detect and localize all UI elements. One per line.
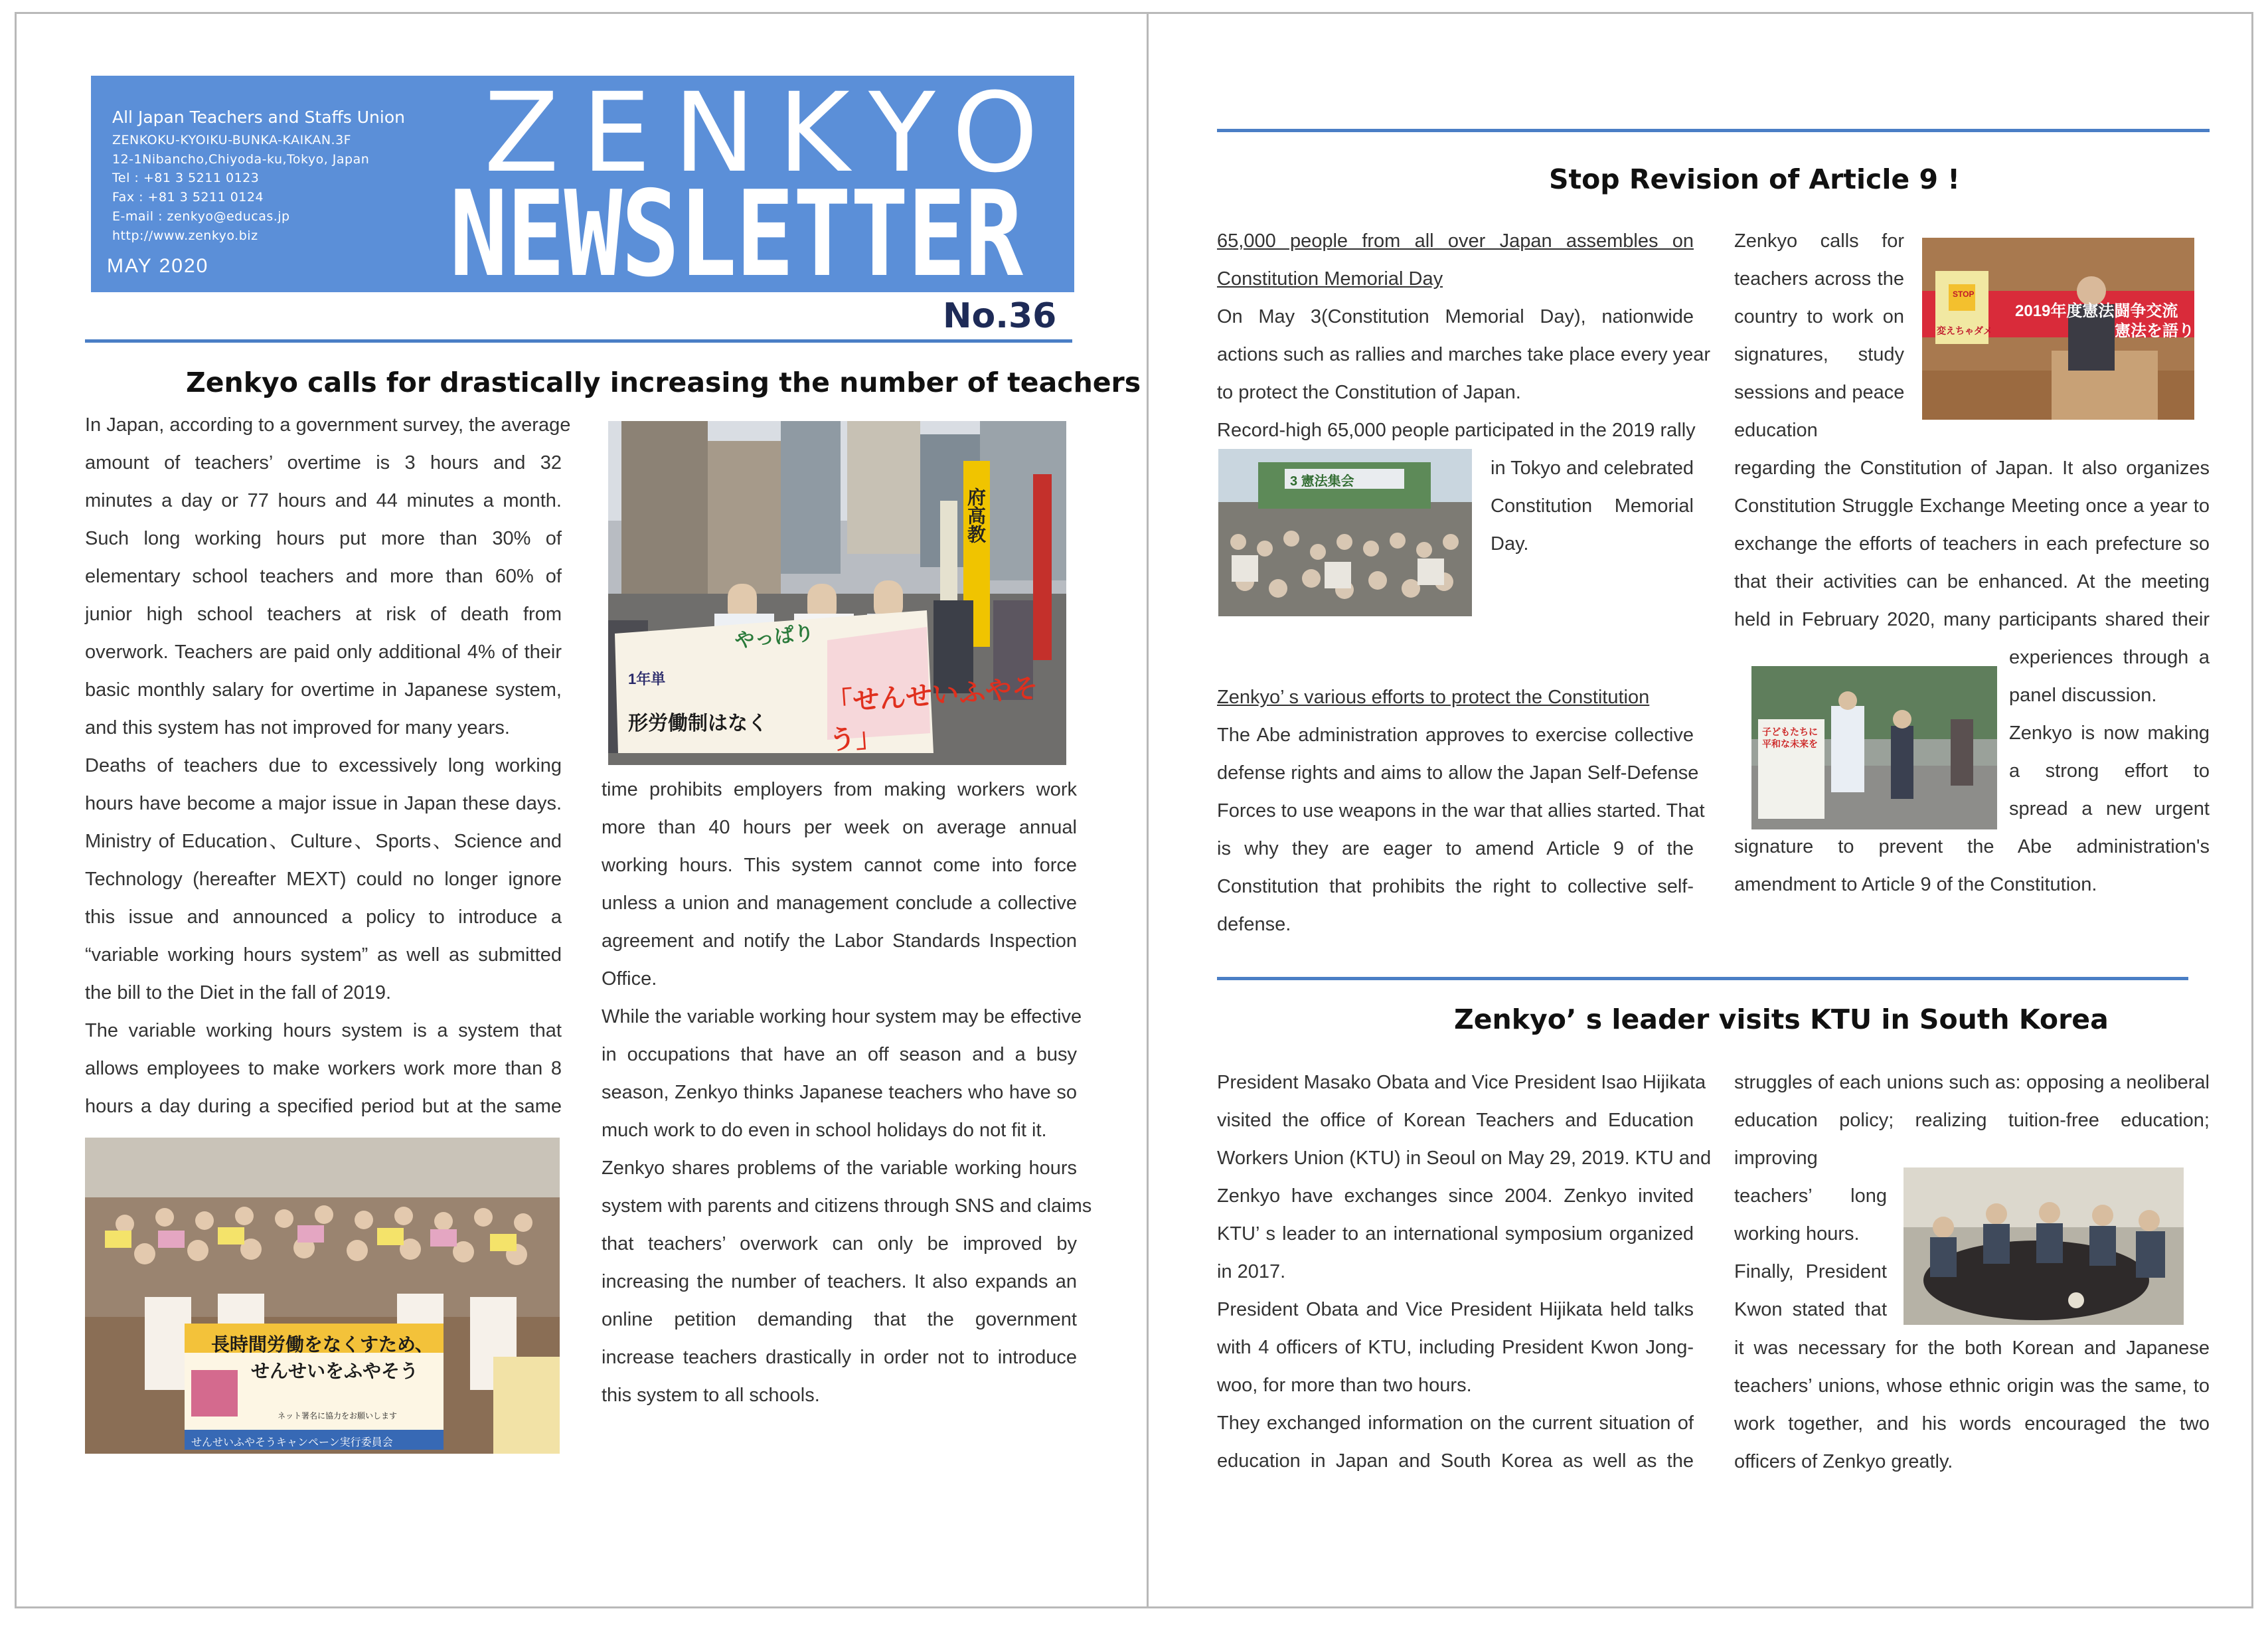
text-line: signature to prevent the Abe administration's bbox=[1734, 836, 2210, 857]
text-line: experiences through a bbox=[2009, 647, 2210, 668]
text-line: Finally, President bbox=[1734, 1261, 1887, 1282]
text-line: education bbox=[1734, 420, 1818, 441]
text-line: panel discussion. bbox=[2009, 685, 2157, 706]
text-line: Record-high 65,000 people participated in the 2019 rally bbox=[1217, 420, 1696, 441]
text-line: They exchanged information on the current situation of bbox=[1217, 1413, 1694, 1434]
text-line: hours have become a major issue in Japan these days. bbox=[85, 793, 562, 814]
photo-street bbox=[1751, 666, 1997, 829]
text-line: the bill to the Diet in the fall of 2019. bbox=[85, 982, 392, 1003]
text-line: is why they are eager to amend Article 9 of the bbox=[1217, 838, 1694, 859]
text-line: woo, for more than two hours. bbox=[1217, 1375, 1472, 1396]
issue-number: No.36 bbox=[943, 296, 1057, 336]
text-line: season, Zenkyo thinks Japanese teachers who have so bbox=[602, 1082, 1077, 1103]
text-line: country to work on bbox=[1734, 306, 1904, 327]
text-line: In Japan, according to a government survey, the average bbox=[85, 414, 571, 436]
text-line: online petition demanding that the government bbox=[602, 1309, 1077, 1330]
column-divider bbox=[1147, 12, 1149, 1608]
text-line: struggles of each unions such as: opposing a neoliberal bbox=[1734, 1072, 2210, 1093]
text-line: that their activities can be enhanced. At the meeting bbox=[1734, 571, 2210, 592]
text-line: increasing the number of teachers. It also expands an bbox=[602, 1271, 1077, 1292]
masthead bbox=[91, 69, 1074, 303]
text-line: Office. bbox=[602, 968, 657, 990]
text-line: The variable working hours system is a system that bbox=[85, 1020, 562, 1041]
text-line: Day. bbox=[1491, 533, 1529, 555]
rule-article2 bbox=[1217, 129, 2210, 132]
phone-line: Tel : +81 3 5211 0123 bbox=[112, 171, 260, 185]
text-line: teachers across the bbox=[1734, 268, 1904, 290]
rule-masthead bbox=[85, 339, 1072, 343]
article2-right-beside-photo bbox=[2009, 639, 2210, 828]
article3-left bbox=[1217, 1064, 1712, 1480]
text-line: Forces to use weapons in the war that allies started. That bbox=[1217, 800, 1705, 821]
article2-left-beside-photo bbox=[1491, 450, 1694, 563]
rally-sign-text: 3 憲法集会 bbox=[1290, 474, 1354, 489]
text-line: Constitution Memorial bbox=[1491, 495, 1694, 517]
article1-column1 bbox=[85, 406, 571, 1126]
text-line: On May 3(Constitution Memorial Day), nationwide bbox=[1217, 306, 1694, 327]
text-line: with 4 officers of KTU, including President Kwon Jong- bbox=[1217, 1337, 1694, 1358]
subheading-line: Zenkyo’ s various efforts to protect the Constitution bbox=[1217, 687, 1650, 708]
text-line: Zenkyo have exchanges since 2004. Zenkyo invited bbox=[1217, 1185, 1694, 1207]
text-line: The Abe administration approves to exercise collective bbox=[1217, 725, 1694, 746]
text-line: actions such as rallies and marches take place every year bbox=[1217, 344, 1711, 365]
masthead-title-zenkyo: ZENKYO bbox=[484, 69, 1061, 197]
text-line: agreement and notify the Labor Standards Inspection bbox=[602, 930, 1077, 952]
subheading-line: 65,000 people from all over Japan assembles on bbox=[1217, 230, 1694, 252]
photo-ktu-meeting bbox=[1903, 1167, 2184, 1325]
text-line: President Masako Obata and Vice President Isao Hijikata bbox=[1217, 1072, 1706, 1093]
text-line: spread a new urgent bbox=[2009, 798, 2210, 819]
website-line[interactable]: http://www.zenkyo.biz bbox=[112, 228, 258, 243]
text-line: held in February 2020, many participants shared their bbox=[1734, 609, 2210, 630]
text-line: Deaths of teachers due to excessively long working bbox=[85, 755, 562, 776]
banner-text: 「せんせいふやそう」 bbox=[825, 673, 1040, 756]
text-line: “variable working hours system” as well as submitted bbox=[85, 944, 562, 966]
text-line: system with parents and citizens through SNS and claims bbox=[602, 1195, 1092, 1217]
text-line: Zenkyo calls for bbox=[1734, 230, 1904, 252]
sign-text: 府高教 bbox=[965, 487, 986, 543]
text-line: working hours. bbox=[1734, 1223, 1860, 1245]
speech-banner-text: STOP bbox=[1953, 290, 1975, 299]
text-line: Zenkyo shares problems of the variable working hours bbox=[602, 1158, 1077, 1179]
text-line: elementary school teachers and more than 60% of bbox=[85, 566, 562, 587]
text-line: Constitution Struggle Exchange Meeting once a year to bbox=[1734, 495, 2210, 517]
text-line: minutes a day or 77 hours and 44 minutes a month. bbox=[85, 490, 562, 511]
text-line: sessions and peace bbox=[1734, 382, 1905, 403]
speech-banner-text: 変えちゃダメ bbox=[1937, 325, 1992, 336]
text-line: working hours. This system cannot come into force bbox=[602, 855, 1077, 876]
banner-text: せんせいをふやそう bbox=[251, 1361, 419, 1381]
banner-text: 1年単 bbox=[628, 671, 666, 687]
text-line: regarding the Constitution of Japan. It also organizes bbox=[1734, 458, 2210, 479]
article1-column2 bbox=[602, 771, 1092, 1415]
photo-meeting bbox=[85, 1138, 560, 1454]
text-line: increase teachers drastically in order not to introduce bbox=[602, 1347, 1077, 1368]
text-line: more than 40 hours per week on average annual bbox=[602, 817, 1077, 838]
text-line: junior high school teachers at risk of death from bbox=[85, 604, 562, 625]
text-line: Workers Union (KTU) in Seoul on May 29, 2019. KTU and bbox=[1217, 1148, 1712, 1169]
text-line: to protect the Constitution of Japan. bbox=[1217, 382, 1521, 403]
article2-left bbox=[1217, 222, 1711, 450]
text-line: visited the office of Korean Teachers and Education bbox=[1217, 1110, 1694, 1131]
text-line: signatures, study bbox=[1734, 344, 1904, 365]
article2-left2 bbox=[1217, 679, 1705, 944]
text-line: Kwon stated that bbox=[1734, 1299, 1887, 1320]
text-line: education in Japan and South Korea as well as the bbox=[1217, 1450, 1694, 1472]
banner-text: せんせいふやそうキャンペーン実行委員会 bbox=[191, 1437, 393, 1448]
article3-right-top bbox=[1734, 1064, 2210, 1177]
text-line: in occupations that have an off season and a busy bbox=[602, 1044, 1077, 1065]
article2-right-top bbox=[1734, 222, 1904, 450]
text-line: President Obata and Vice President Hijikata held talks bbox=[1217, 1299, 1694, 1320]
text-line: amount of teachers’ overtime is 3 hours and 32 bbox=[85, 452, 562, 473]
photo-rally bbox=[1218, 449, 1472, 616]
speech-banner-text: 2019年度憲法闘争交流 bbox=[2015, 302, 2178, 320]
text-line: Technology (hereafter MEXT) could no longer ignore bbox=[85, 869, 562, 890]
masthead-title-newsletter: NEWSLETTER bbox=[449, 165, 1022, 303]
article2-right-bottom bbox=[1734, 828, 2210, 904]
text-line: Zenkyo is now making bbox=[2009, 723, 2210, 744]
text-line: allows employees to make workers work more than 8 bbox=[85, 1058, 562, 1079]
text-line: teachers’ long bbox=[1734, 1185, 1887, 1207]
text-line: basic monthly salary for overtime in Japanese system, bbox=[85, 679, 562, 701]
text-line: work together, and his words encouraged the two bbox=[1734, 1413, 2210, 1434]
text-line: improving bbox=[1734, 1148, 1818, 1169]
article-title-ktu: Zenkyo’ s leader visits KTU in South Korea bbox=[1454, 1003, 2109, 1035]
text-line: defense. bbox=[1217, 914, 1291, 935]
text-line: Such long working hours put more than 30% of bbox=[85, 528, 562, 549]
photo-march bbox=[608, 421, 1066, 765]
banner-text: ネット署名に協力をお願いします bbox=[278, 1411, 398, 1420]
banner-text: やっぱり bbox=[733, 622, 815, 653]
article2-right-mid bbox=[1734, 450, 2210, 639]
text-line: that teachers’ overwork can only be improved by bbox=[602, 1233, 1077, 1254]
email-line[interactable]: E-mail : zenkyo@educas.jp bbox=[112, 209, 290, 224]
text-line: teachers’ unions, whose ethnic origin was the same, to bbox=[1734, 1375, 2210, 1397]
article3-right-beside-photo bbox=[1734, 1177, 1887, 1329]
article3-right-bottom bbox=[1734, 1330, 2210, 1481]
fax-line: Fax : +81 3 5211 0124 bbox=[112, 190, 264, 205]
text-line: a strong effort to bbox=[2009, 760, 2210, 782]
text-line: hours a day during a specified period but at the same bbox=[85, 1096, 562, 1117]
text-line: Ministry of Education、Culture、Sports、Science and bbox=[85, 831, 562, 852]
text-line: much work to do even in school holidays do not fit it. bbox=[602, 1120, 1047, 1141]
text-line: exchange the efforts of teachers in each prefecture so bbox=[1734, 533, 2210, 555]
text-line: Constitution that prohibits the right to collective self- bbox=[1217, 876, 1694, 897]
issue-date: MAY 2020 bbox=[107, 255, 209, 277]
text-line: While the variable working hour system may be effective bbox=[602, 1006, 1082, 1027]
photo-speech bbox=[1922, 238, 2210, 420]
text-line: overwork. Teachers are paid only additional 4% of their bbox=[85, 642, 562, 663]
text-line: defense rights and aims to allow the Japan Self-Defense bbox=[1217, 762, 1699, 784]
text-line: and this system has not improved for many years. bbox=[85, 717, 510, 738]
text-line: unless a union and management conclude a collective bbox=[602, 893, 1077, 914]
speech-banner-text: 憲法を語り、 bbox=[2115, 322, 2210, 340]
text-line: in Tokyo and celebrated bbox=[1491, 458, 1694, 479]
text-line: KTU’ s leader to an international symposium organized bbox=[1217, 1223, 1694, 1245]
article-title-teachers: Zenkyo calls for drastically increasing the number of teachers bbox=[186, 367, 1141, 398]
banner-text: 形労働制はなく bbox=[628, 713, 768, 734]
text-line: it was necessary for the both Korean and Japanese bbox=[1734, 1337, 2210, 1359]
address-line: 12-1Nibancho,Chiyoda-ku,Tokyo, Japan bbox=[112, 152, 370, 167]
text-line: amendment to Article 9 of the Constitution. bbox=[1734, 874, 2097, 895]
rule-article3 bbox=[1217, 977, 2188, 980]
banner-text: 長時間労働をなくすため、 bbox=[211, 1334, 434, 1355]
text-line: officers of Zenkyo greatly. bbox=[1734, 1451, 1953, 1472]
street-banner-text: 子どもたちに平和な未来を bbox=[1762, 727, 1818, 749]
text-line: this issue and announced a policy to introduce a bbox=[85, 906, 562, 928]
article-title-article9: Stop Revision of Article 9 ! bbox=[1549, 163, 1960, 195]
text-line: this system to all schools. bbox=[602, 1385, 820, 1406]
text-line: time prohibits employers from making workers work bbox=[602, 779, 1077, 800]
text-line: in 2017. bbox=[1217, 1261, 1286, 1282]
union-name: All Japan Teachers and Staffs Union bbox=[112, 108, 405, 127]
subheading-line: Constitution Memorial Day bbox=[1217, 268, 1443, 290]
text-line: education policy; realizing tuition-free education; bbox=[1734, 1110, 2210, 1131]
address-line: ZENKOKU-KYOIKU-BUNKA-KAIKAN.3F bbox=[112, 133, 352, 147]
